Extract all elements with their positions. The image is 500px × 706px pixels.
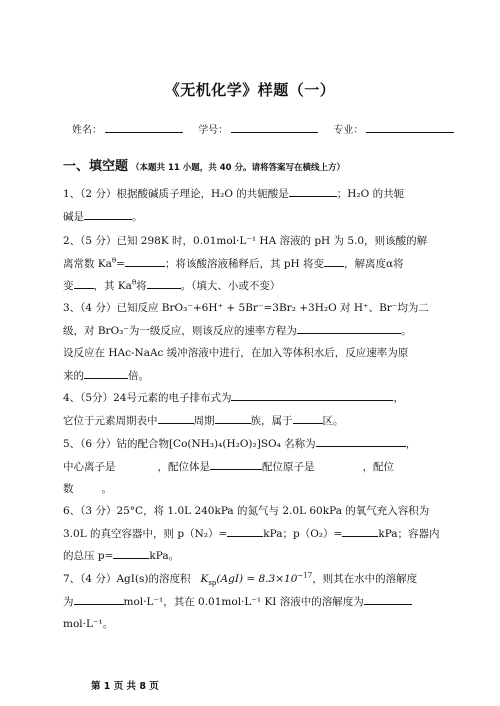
q4-text-2: ，	[393, 392, 404, 404]
q3-text-2: 级，对 BrO₃⁻为一级反应，则该反应的速率方程为	[63, 324, 297, 337]
major-label: 专业：	[333, 125, 364, 136]
q7-text-3: 为	[63, 595, 74, 608]
q2-answer-blank-3[interactable]	[74, 276, 94, 289]
student-id-label: 学号：	[198, 125, 229, 136]
name-label: 姓名：	[72, 125, 102, 136]
q2-text-4: 变	[63, 280, 74, 292]
question-5	[63, 433, 445, 501]
q2-text-3: ，解离度α将	[344, 257, 404, 270]
question-7	[63, 568, 445, 636]
question-3	[63, 297, 445, 387]
q6-text-5: 的总压 p=	[63, 550, 114, 562]
q6-answer-blank-3[interactable]	[113, 546, 149, 559]
question-4	[63, 387, 445, 432]
q7-text-2: ，则其在水中的溶解度	[312, 573, 418, 585]
q5-text-8: 。	[101, 483, 112, 495]
q2-text-7: 。（填大、小或不变）	[180, 280, 281, 292]
q5-text-7: 数	[63, 483, 74, 495]
q2-answer-blank-1[interactable]	[125, 254, 165, 267]
q7-sp-subscript: sp	[208, 579, 217, 588]
question-2: 2、（5 分）已知 298K 时，0.01mol·L⁻¹ HA 溶液的 pH 为 5.0，则该酸的解 离常数 $Ka^\theta=$ ；将该酸溶液稀释后，其 pH 将变 ，解离度α将 变 ，其 $Ka^\theta$将 。（填大、小或不变）	[63, 235, 428, 292]
q5-text-3: 中心离子是	[63, 460, 116, 473]
q7-text: 7、（4 分）AgI(s)的溶度积	[63, 573, 191, 585]
q4-text-6: 区。	[322, 414, 344, 427]
q6-text: 6、（3 分）25°C，将 1.0L 240kPa 的氮气与 2.0L 60kPa 的氧气充入容积为	[63, 505, 430, 517]
q2-eq: =	[116, 257, 125, 270]
section-note: （本题共 11 小题，共 40 分。请将答案写在横线上方）	[131, 163, 346, 173]
q4-text-5: 族，属于	[250, 414, 293, 427]
q1-answer-blank-2[interactable]	[84, 207, 132, 220]
q2-text: 2、（5 分）已知 298K 时，0.01mol·L⁻¹ HA 溶液的 pH 为 5.0，则该酸的解	[63, 235, 428, 247]
q4-answer-blank-4[interactable]	[293, 411, 323, 424]
q4-text-3: 它位于元素周期表中	[63, 414, 158, 427]
q5-text-2: ，	[405, 438, 417, 450]
q1-text-4: 。	[132, 210, 143, 223]
q1-text: 1、（2 分）根据酸碱质子理论，H₂O 的共轭酸是	[63, 188, 289, 200]
page-footer: 第 1 页 共 8 页	[91, 681, 159, 692]
question-1	[63, 183, 445, 228]
q2-ka-label: 离常数 Ka	[63, 257, 112, 270]
q7-answer-blank-2[interactable]	[364, 592, 412, 605]
q6-answer-blank-1[interactable]	[227, 524, 263, 537]
q1-text-3: 碱是	[63, 210, 84, 223]
q2-text-5: ，其 Ka	[93, 280, 132, 292]
q7-exponent: −17	[297, 571, 313, 580]
q1-answer-blank-1[interactable]	[289, 184, 337, 197]
q4-answer-blank-1[interactable]	[231, 388, 393, 401]
q3-text: 3、（4 分）已知反应 BrO₃⁻+6H⁺ + 5Br⁻=3Br₂ +3H₂O 对 H⁺、Br⁻均为二	[63, 302, 429, 314]
q4-answer-blank-3[interactable]	[215, 411, 251, 424]
q4-text-4: 周期	[193, 414, 215, 427]
major-blank[interactable]	[366, 121, 454, 133]
q6-text-3: kPa；p（O₂）=	[263, 527, 343, 540]
q6-answer-blank-2[interactable]	[342, 524, 378, 537]
q5-text-6: ，配位	[362, 460, 394, 473]
q7-answer-blank-1[interactable]	[74, 592, 124, 605]
q3-text-5: 来的	[63, 369, 84, 382]
name-blank[interactable]	[105, 121, 183, 133]
q4-text: 4、（5分）24号元素的电子排布式为	[63, 392, 232, 404]
q3-answer-blank-1[interactable]	[297, 321, 401, 334]
student-id-blank[interactable]	[231, 121, 318, 133]
question-6	[63, 500, 445, 568]
q3-answer-blank-2[interactable]	[84, 366, 128, 379]
q2-answer-blank-4[interactable]	[147, 276, 181, 289]
q7-text-4: mol·L⁻¹，其在 0.01mol·L⁻¹ KI 溶液中的溶解度为	[123, 595, 364, 608]
q2-text-2: ；将该酸溶液稀释后，其 pH 将变	[164, 257, 325, 270]
exam-title: 《无机化学》样题（一）	[164, 81, 336, 99]
q3-text-6: 倍。	[128, 369, 149, 382]
section-title: 一、填空题	[63, 159, 129, 174]
q6-text-2: 3.0L 的真空容器中，则 p（N₂）=	[63, 527, 228, 540]
q3-text-3: 。	[400, 324, 412, 337]
q7-formula: (AgI) = 8.3×10	[216, 573, 298, 585]
q1-text-2: ；H₂O 的共轭	[336, 188, 405, 200]
q3-text-4: 设反应在 HAc-NaAc 缓冲溶液中进行，在加入等体积水后，反应速率为原	[63, 347, 409, 359]
q7-text-5: mol·L⁻¹。	[63, 618, 114, 630]
student-info-row	[72, 121, 454, 136]
q5-answer-blank-2[interactable]	[210, 457, 262, 470]
q2-text-6: 将	[136, 280, 147, 292]
q2-answer-blank-2[interactable]	[324, 254, 344, 267]
q5-text: 5、（6 分）钴的配合物[Co(NH₃)₄(H₂O)₂]SO₄ 名称为	[63, 438, 316, 450]
q5-text-5: 配位原子是	[262, 460, 315, 473]
q5-text-4: ，配位体是	[157, 460, 210, 473]
q5-answer-blank-1[interactable]	[316, 434, 406, 447]
q6-text-6: kPa。	[149, 550, 180, 562]
q7-k-symbol: K	[200, 573, 209, 585]
q4-answer-blank-2[interactable]	[158, 411, 194, 424]
q6-text-4: kPa；容器内	[378, 527, 440, 540]
section-heading	[63, 155, 345, 174]
